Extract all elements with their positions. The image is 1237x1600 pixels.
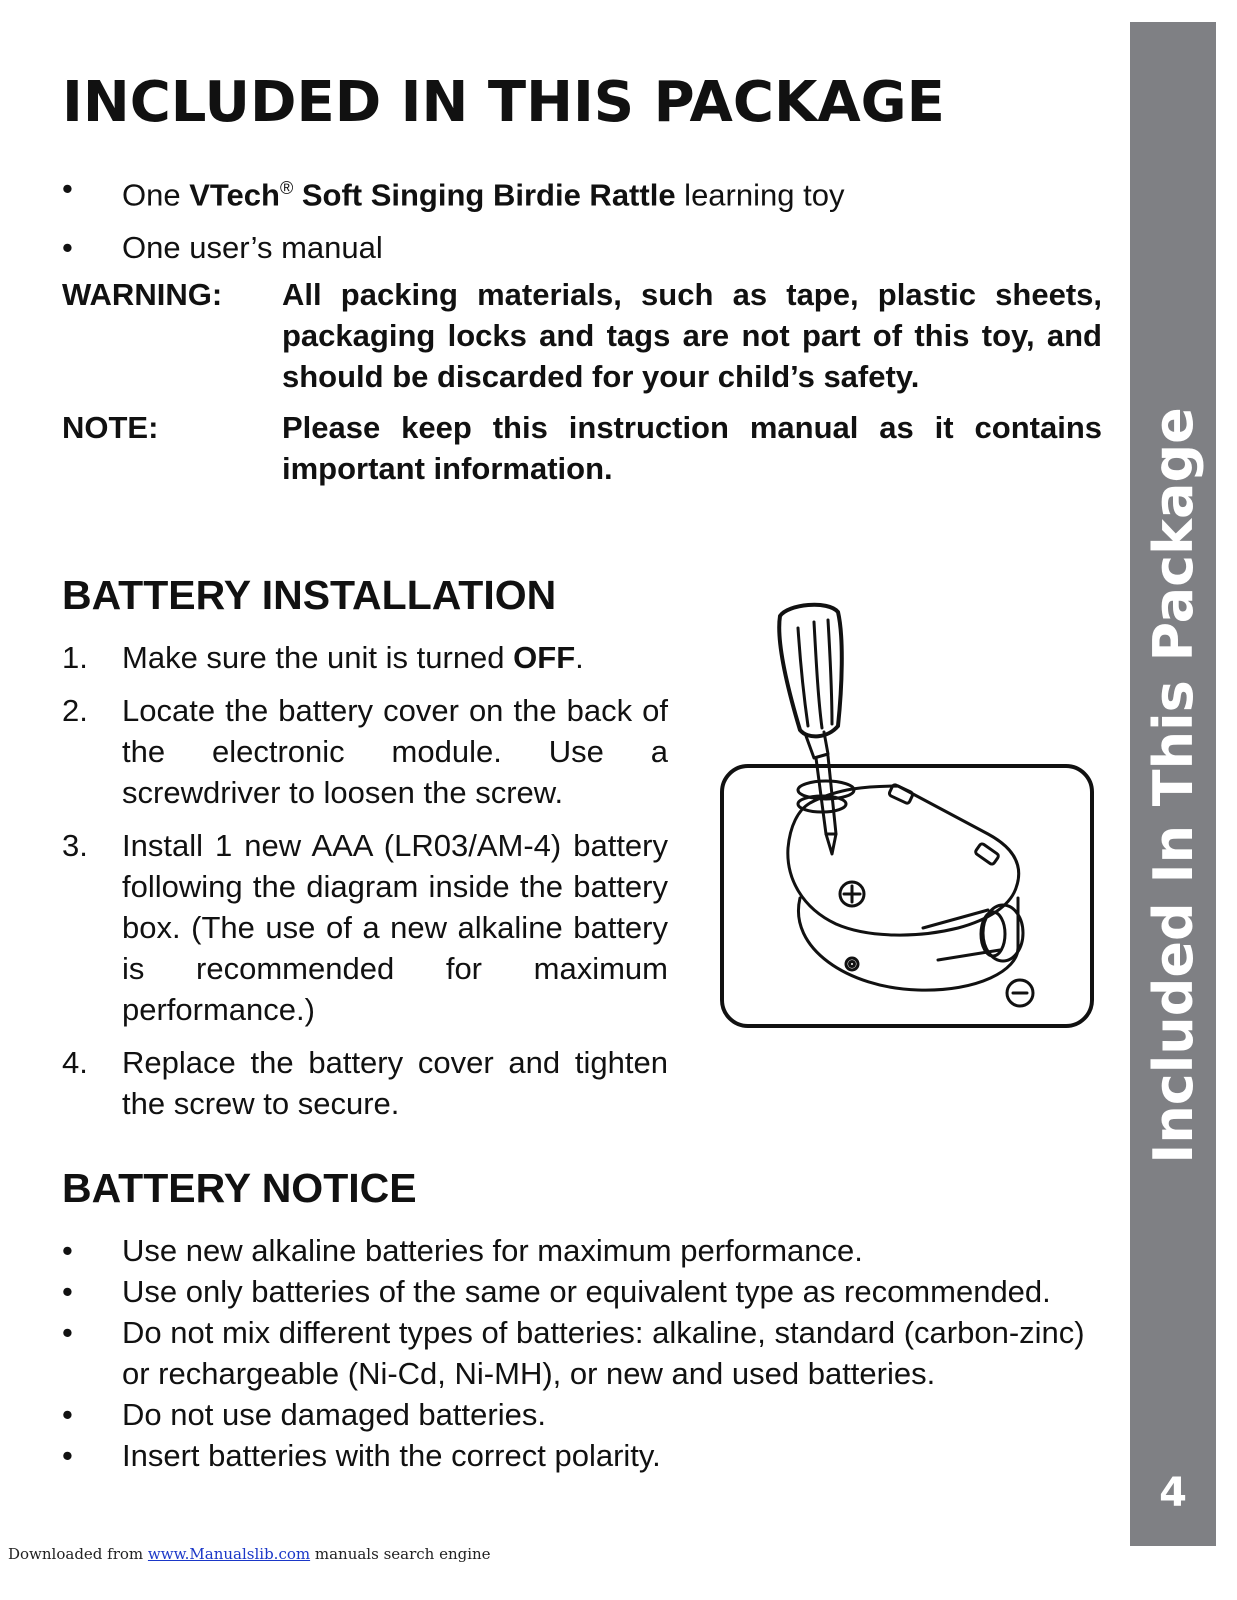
screwdriver-icon: [779, 605, 842, 854]
page-number: 4: [1159, 1470, 1187, 1516]
product-name: Soft Singing Birdie Rattle: [293, 177, 676, 213]
list-item: [62, 227, 1102, 268]
list-item: [62, 1435, 1102, 1476]
bullet: •: [62, 1397, 73, 1432]
warning-label: WARNING:: [62, 277, 223, 312]
list-item: [62, 1271, 1102, 1312]
off-label: OFF: [513, 640, 576, 675]
package-item-toy: One VTech® Soft Singing Birdie Rattle learning toy: [122, 177, 845, 213]
footer: Downloaded from www.Manualslib.com manuals search engine: [8, 1545, 491, 1563]
step-number: 1.: [62, 640, 88, 675]
note-block: [62, 407, 1102, 489]
notice-text: Do not use damaged batteries.: [122, 1397, 546, 1432]
battery-notice-list: [62, 1230, 1102, 1476]
bullet: •: [62, 1438, 73, 1473]
step-text: Locate the battery cover on the back of the electronic module. Use a screwdriver to loosen the screw.: [122, 693, 668, 810]
battery-installation-illustration: [718, 598, 1098, 1030]
side-tab-text: Included In This Package: [1141, 406, 1205, 1164]
step-text: Make sure the unit is turned OFF.: [122, 640, 584, 675]
page-title: INCLUDED IN THIS PACKAGE: [62, 70, 945, 135]
bullet: •: [62, 230, 73, 266]
list-item: [62, 1394, 1102, 1435]
bullet: •: [62, 1274, 73, 1309]
brand-name: VTech: [189, 177, 280, 213]
note-text: Please keep this instruction manual as it contains important information.: [282, 410, 1102, 486]
warning-block: [62, 274, 1102, 397]
warning-text: All packing materials, such as tape, plastic sheets, packaging locks and tags are not part of this toy, and should be discarded for your child’s safety.: [282, 277, 1102, 394]
package-contents-list: [62, 168, 1102, 280]
notice-text: Use new alkaline batteries for maximum performance.: [122, 1233, 863, 1268]
notice-text: Insert batteries with the correct polarity.: [122, 1438, 661, 1473]
registered-mark: ®: [279, 178, 294, 198]
step-item: [62, 690, 668, 813]
side-tab-label: [1134, 406, 1212, 1164]
note-label: NOTE:: [62, 410, 159, 445]
step-text: Replace the battery cover and tighten the screw to secure.: [122, 1045, 668, 1121]
step-number: 2.: [62, 693, 88, 728]
step-item: [62, 637, 668, 678]
list-item: [62, 1230, 1102, 1271]
bullet: •: [62, 1233, 73, 1268]
step-item: [62, 825, 668, 1030]
bullet: •: [62, 171, 73, 206]
manualslib-link[interactable]: www.Manualslib.com: [147, 1545, 311, 1563]
step-text: Install 1 new AAA (LR03/AM-4) battery following the diagram inside the battery box. (The use of a new alkaline battery is recommended for maximum performance.): [122, 828, 668, 1027]
battery-installation-steps: [62, 637, 668, 1136]
step-number: 4.: [62, 1045, 88, 1080]
list-item: [62, 1312, 1102, 1394]
battery-notice-heading: BATTERY NOTICE: [62, 1165, 417, 1211]
list-item: [62, 168, 1102, 215]
step-item: [62, 1042, 668, 1124]
notice-text: Use only batteries of the same or equivalent type as recommended.: [122, 1274, 1051, 1309]
minus-sign-icon: [1007, 980, 1033, 1006]
bullet: •: [62, 1315, 73, 1350]
package-item-manual: One user’s manual: [122, 230, 383, 266]
battery-installation-heading: BATTERY INSTALLATION: [62, 572, 557, 618]
step-number: 3.: [62, 828, 88, 863]
notice-text: Do not mix different types of batteries: alkaline, standard (carbon-zinc) or rechargeable (Ni-Cd, Ni-MH), or new and used batteries.: [122, 1315, 1085, 1391]
